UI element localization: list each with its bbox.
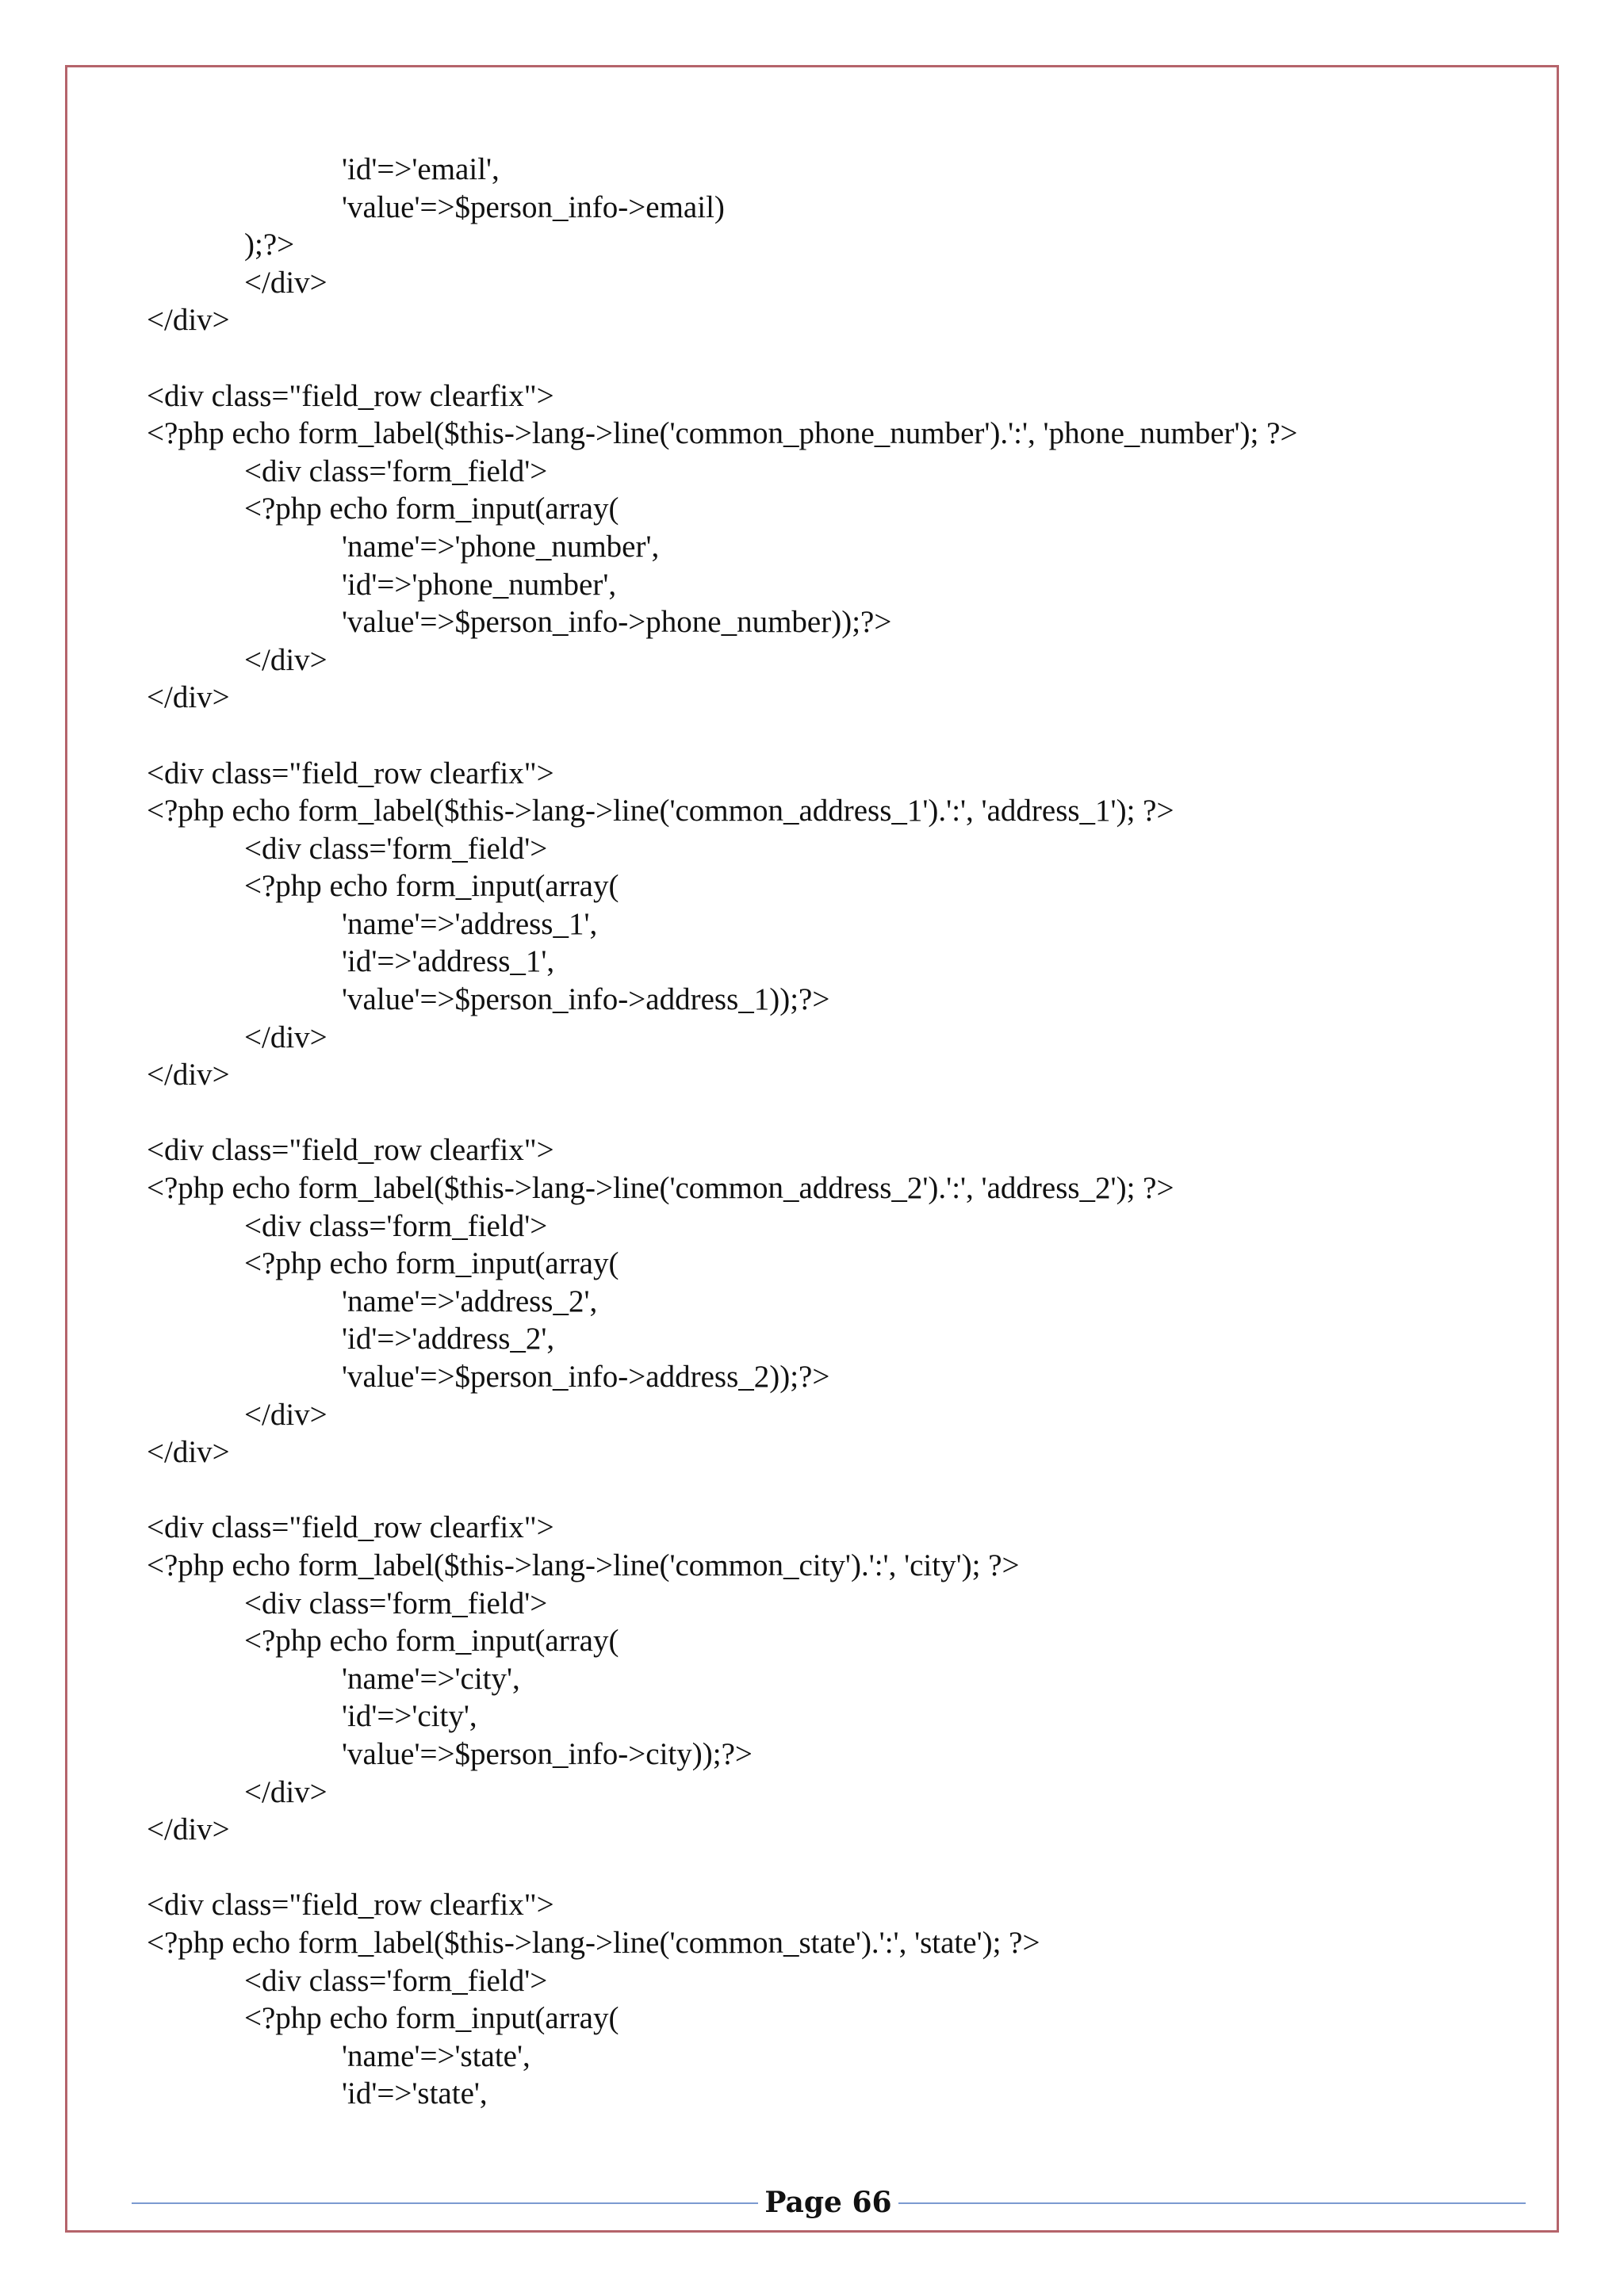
code-line: <div class='form_field'> [244,1963,548,1998]
code-line: 'id'=>'address_2', [342,1322,555,1357]
blank-line [147,1849,1526,1887]
code-line: <?php echo form_input(array( [244,2001,619,2036]
code-line: <div class='form_field'> [244,453,548,488]
code-line: <div class='form_field'> [244,1586,548,1621]
code-line: <div class="field_row clearfix"> [147,1133,554,1168]
code-line: </div> [147,303,230,338]
code-line: </div> [147,1435,230,1470]
code-line: 'id'=>'email', [342,152,500,186]
code-line: <div class="field_row clearfix"> [147,1510,554,1545]
code-line: 'id'=>'address_1', [342,944,555,979]
code-line: </div> [147,1058,230,1093]
code-line: <div class='form_field'> [244,831,548,866]
code-line: <?php echo form_label($this->lang->line('common_phone_number').':', 'phone_number'); ?> [147,416,1298,451]
code-line: <div class="field_row clearfix"> [147,378,554,413]
blank-line [147,1471,1526,1510]
code-line: 'name'=>'state', [342,2038,530,2073]
footer-rule-right [898,2202,1526,2204]
code-line: <?php echo form_label($this->lang->line('common_city').':', 'city'); ?> [147,1548,1020,1582]
code-line: <?php echo form_input(array( [244,1624,619,1659]
code-line: <?php echo form_label($this->lang->line('common_address_2').':', 'address_2'); ?> [147,1171,1174,1206]
code-line: 'id'=>'state', [342,2076,488,2111]
code-line: 'value'=>$person_info->phone_number));?> [342,605,892,640]
code-line: 'name'=>'address_2', [342,1284,598,1318]
code-line: </div> [244,1397,327,1432]
blank-line [147,1094,1526,1132]
code-line: <?php echo form_input(array( [244,492,619,526]
code-line: 'value'=>$person_info->city));?> [342,1736,753,1771]
code-line: </div> [244,1020,327,1054]
blank-line [147,339,1526,377]
footer-rule-left [132,2202,758,2204]
code-line: 'value'=>$person_info->address_2));?> [342,1360,830,1394]
code-line: </div> [147,1812,230,1847]
page-number: Page 66 [764,2186,892,2219]
code-line: 'value'=>$person_info->email) [342,189,725,224]
code-line: <?php echo form_label($this->lang->line('common_state').':', 'state'); ?> [147,1925,1040,1960]
code-line: <?php echo form_input(array( [244,869,619,904]
code-line: <div class="field_row clearfix"> [147,756,554,790]
code-line: 'id'=>'city', [342,1699,477,1734]
code-line: </div> [244,642,327,677]
code-line: 'id'=>'phone_number', [342,567,617,602]
code-line: </div> [244,1774,327,1809]
code-line: <div class="field_row clearfix"> [147,1888,554,1923]
code-line: 'value'=>$person_info->address_1));?> [342,982,830,1017]
code-line: 'name'=>'phone_number', [342,529,660,564]
code-line: );?> [244,228,295,262]
code-block [147,151,1526,2113]
code-line: 'name'=>'address_1', [342,906,598,941]
code-line: <?php echo form_label($this->lang->line('common_address_1').':', 'address_1'); ?> [147,794,1174,828]
code-line: 'name'=>'city', [342,1661,520,1696]
blank-line [147,717,1526,755]
code-line: <?php echo form_input(array( [244,1246,619,1281]
code-line: </div> [244,265,327,300]
code-line: </div> [147,680,230,715]
code-line: <div class='form_field'> [244,1208,548,1243]
